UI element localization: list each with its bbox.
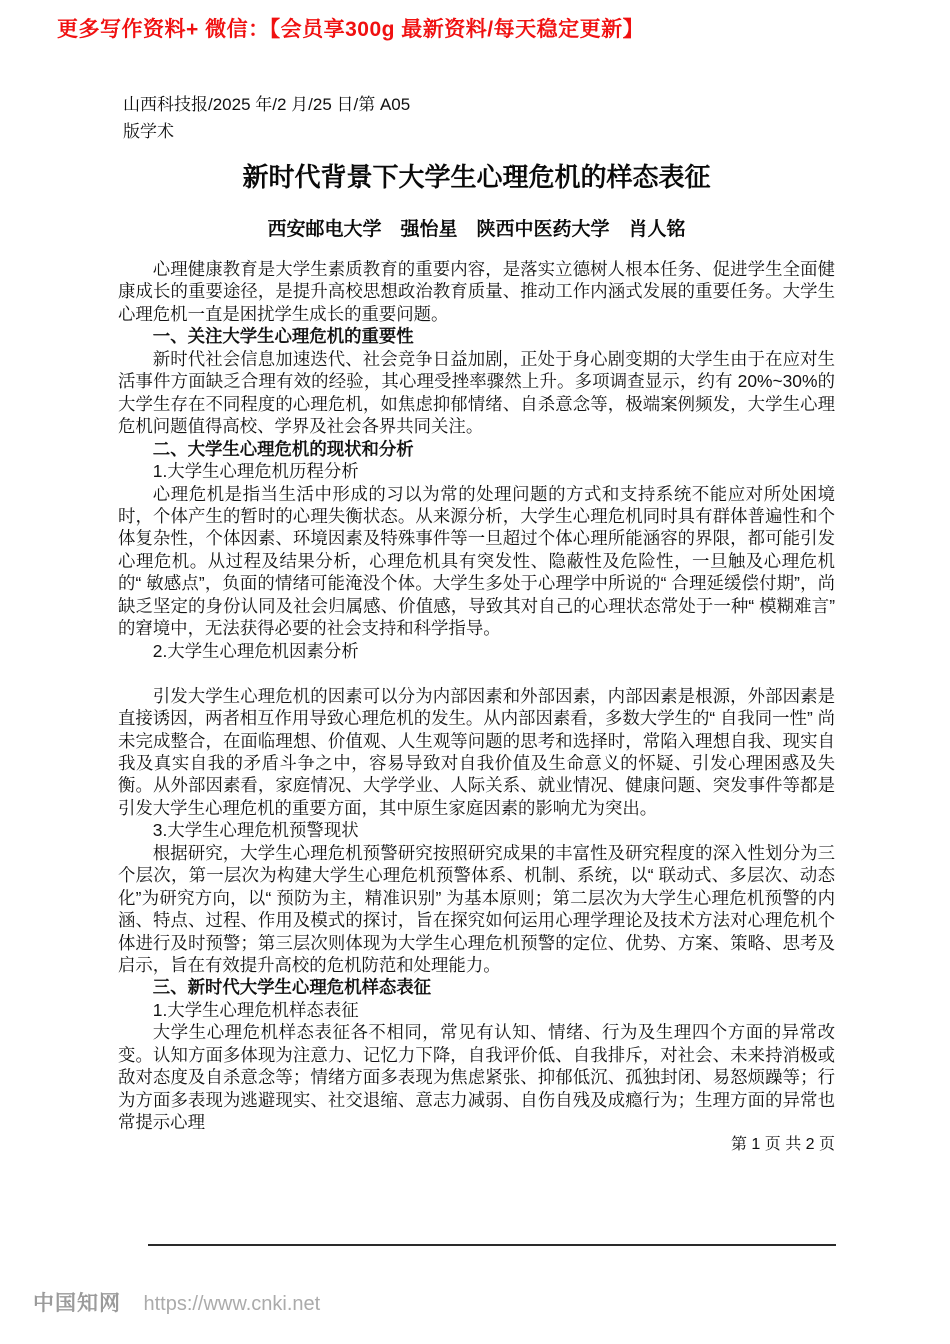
source-line-2: 版学术 [123, 122, 174, 141]
body-paragraph: 引发大学生心理危机的因素可以分为内部因素和外部因素，内部因素是根源，外部因素是直接诱因，两者相互作用导致心理危机的发生。从内部因素看，多数大学生的“ 自我同一性” 尚未完成整合，在面临理想、价值观、人生观等问题的思考和选择时，常陷入理想自我、现实自我及真实自我的矛盾斗争之中，容易导致对自我价值及生命意义的怀疑、引发心理困惑及失衡。从外部因素看，家庭情况、大学学业、人际关系、就业情况、健康问题、突发事件等都是引发大学生心理危机的重要方面，其中原生家庭因素的影响尤为突出。 [118, 685, 835, 818]
source-info [123, 91, 410, 145]
body-paragraph: 心理健康教育是大学生素质教育的重要内容，是落实立德树人根本任务、促进学生全面健康成长的重要途径，是提升高校思想政治教育质量、推动工作内涵式发展的重要任务。大学生心理危机一直是困扰学生成长的重要问题。 [118, 259, 835, 324]
sub-heading: 3.大学生心理危机预警现状 [152, 820, 359, 841]
cnki-logo: 中国知网 [33, 1292, 121, 1315]
footer-divider [148, 1244, 836, 1246]
article-title: 新时代背景下大学生心理危机的样态表征 [242, 162, 711, 192]
page-number: 第 1 页 共 2 页 [730, 1136, 835, 1153]
paragraph-gap [118, 662, 835, 684]
body-paragraph: 根据研究，大学生心理危机预警研究按照研究成果的丰富性及研究程度的深入性划分为三个层次，第一层次为构建大学生心理危机预警体系、机制、系统，以“ 联动式、多层次、动态化”为研究方向，以“ 预防为主，精准识别” 为基本原则；第二层次为大学生心理危机预警的内涵、特点、过程、作用及模式的探讨，旨在探究如何运用心理学理论及技术方法对心理危机个体进行及时预警；第三层次则体现为大学生心理危机预警的定位、优势、方案、策略、思考及启示，旨在有效提升高校的危机防范和处理能力。 [118, 842, 835, 976]
body-paragraph: 心理危机是指当生活中形成的习以为常的处理问题的方式和支持系统不能应对所处困境时，个体产生的暂时的心理失衡状态。从来源分析，大学生心理危机同时具有群体普遍性和个体复杂性，个体因素、环境因素及特殊事件等一旦超过个体心理所能涵容的界限，都可能引发心理危机。从过程及结果分析，心理危机具有突发性、隐蔽性及危险性，一旦触及心理危机的“ 敏感点”，负面的情绪可能淹没个体。大学生多处于心理学中所说的“ 合理延缓偿付期”，尚缺乏坚定的身份认同及社会归属感、价值感，导致其对自己的心理状态常处于一种“ 模糊难言” 的窘境中，无法获得必要的社会支持和科学指导。 [118, 483, 835, 639]
section-heading: 一、关注大学生心理危机的重要性 [152, 326, 414, 347]
cnki-footer [33, 1287, 320, 1317]
article-body [118, 258, 835, 1134]
cnki-url: https://www.cnki.net [143, 1293, 321, 1315]
source-line-1: 山西科技报/2025 年/2 月/25 日/第 A05 [123, 95, 411, 114]
promo-banner: 更多写作资料+ 微信：【会员享300g 最新资料/每天稳定更新】 [57, 18, 645, 41]
sub-heading: 1.大学生心理危机历程分析 [152, 461, 359, 482]
section-heading: 二、大学生心理危机的现状和分析 [152, 438, 414, 459]
body-paragraph: 新时代社会信息加速迭代、社会竞争日益加剧，正处于身心剧变期的大学生由于在应对生活事件方面缺乏合理有效的经验，其心理受挫率骤然上升。多项调查显示，约有 20%~30%的大学生存在不同程度的心理危机，如焦虑抑郁情绪、自杀意念等，极端案例频发，大学生心理危机问题值得高校、学界及社会各界共同关注。 [118, 348, 835, 437]
sub-heading: 2.大学生心理危机因素分析 [152, 640, 359, 661]
body-paragraph: 大学生心理危机样态表征各不相同，常见有认知、情绪、行为及生理四个方面的异常改变。认知方面多体现为注意力、记忆力下降，自我评价低、自我排斥，对社会、未来持消极或敌对态度及自杀意念等；情绪方面多表现为焦虑紧张、抑郁低沉、孤独封闭、易怒烦躁等；行为方面多表现为逃避现实、社交退缩、意志力减弱、自伤自残及成瘾行为；生理方面的异常也常提示心理 [118, 1022, 835, 1133]
section-heading: 三、新时代大学生心理危机样态表征 [152, 977, 432, 998]
sub-heading: 1.大学生心理危机样态表征 [152, 999, 359, 1020]
article-authors: 西安邮电大学 强怡星 陕西中医药大学 肖人铭 [267, 219, 686, 240]
